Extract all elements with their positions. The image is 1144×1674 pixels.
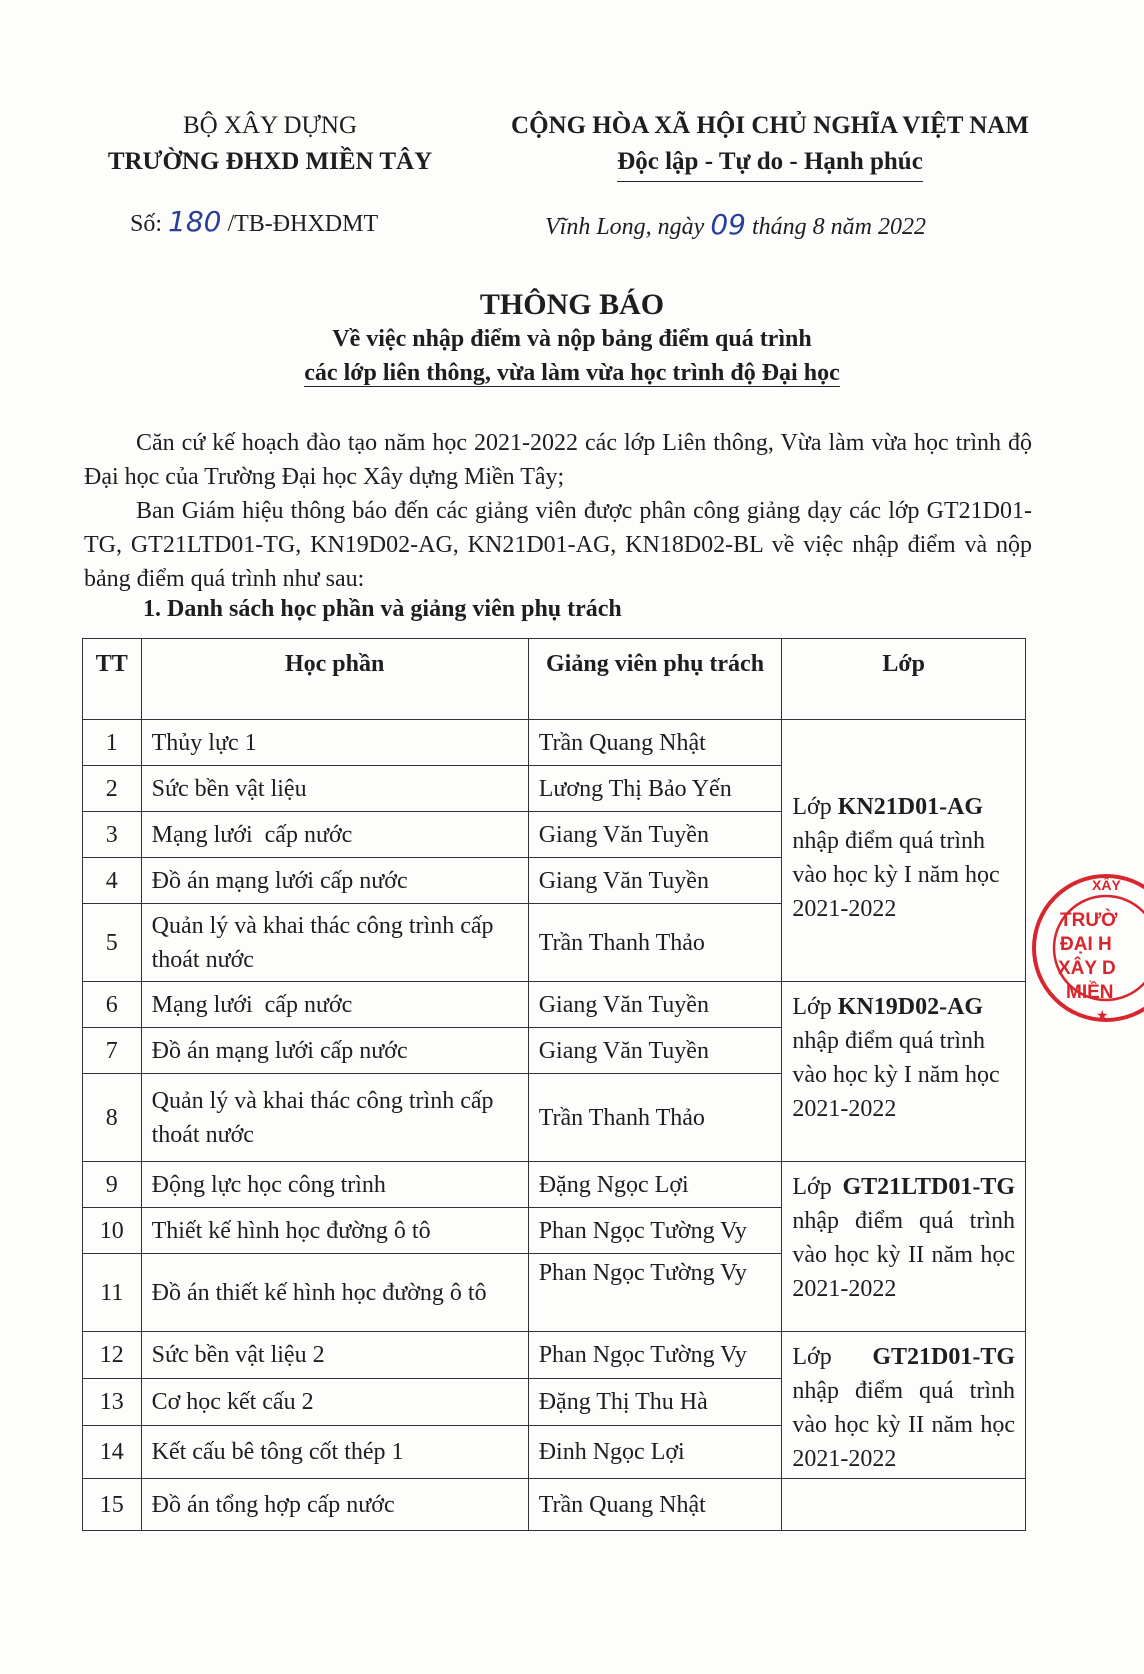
row-tt: 13	[83, 1378, 142, 1425]
row-lecturer: Giang Văn Tuyền	[528, 858, 782, 904]
issuer-block	[80, 108, 460, 180]
header-class: Lớp	[782, 639, 1026, 720]
class-group-cell	[782, 1332, 1026, 1479]
row-course: Quản lý và khai thác công trình cấp thoát nước	[141, 904, 528, 982]
row-course: Thủy lực 1	[141, 720, 528, 766]
ministry-name: BỘ XÂY DỰNG	[182, 112, 358, 139]
row-course: Sức bền vật liệu 2	[141, 1332, 528, 1379]
row-lecturer: Trần Thanh Thảo	[528, 904, 782, 982]
row-lecturer: Đặng Thị Thu Hà	[528, 1378, 782, 1425]
row-course: Thiết kế hình học đường ô tô	[141, 1208, 528, 1254]
date-prefix: Vĩnh Long, ngày	[545, 214, 705, 240]
notice-title: THÔNG BÁO	[479, 288, 665, 321]
row-course: Quản lý và khai thác công trình cấp thoát nước	[141, 1074, 528, 1162]
row-tt: 9	[83, 1162, 142, 1208]
row-tt: 11	[83, 1254, 142, 1332]
course-table	[82, 638, 1026, 1531]
class-note: nhập điểm quá trình vào học kỳ II năm học 2021-2022	[792, 1378, 1015, 1472]
doc-no-prefix: Số:	[130, 211, 163, 237]
row-tt: 7	[83, 1028, 142, 1074]
notice-subject-line-2-text: các lớp liên thông, vừa làm vừa học trình độ Đại học	[304, 360, 840, 386]
national-motto: Độc lập - Tự do - Hạnh phúc	[617, 144, 923, 182]
class-note: nhập điểm quá trình vào học kỳ I năm học 2021-2022	[792, 1028, 1000, 1122]
row-lecturer: Trần Quang Nhật	[528, 720, 782, 766]
row-lecturer: Giang Văn Tuyền	[528, 982, 782, 1028]
official-seal	[1030, 872, 1144, 1024]
row-tt: 5	[83, 904, 142, 982]
school-name: TRƯỜNG ĐHXD MIỀN TÂY	[107, 148, 433, 175]
row-tt: 4	[83, 858, 142, 904]
document-number	[130, 205, 378, 238]
class-code: KN19D02-AG	[837, 994, 984, 1020]
row-tt: 2	[83, 766, 142, 812]
table-row	[83, 1332, 1026, 1379]
row-tt: 14	[83, 1425, 142, 1478]
doc-no-suffix: /TB-ĐHXDMT	[227, 211, 379, 237]
class-group-cell	[782, 720, 1026, 982]
header-course: Học phần	[141, 639, 528, 720]
row-tt: 10	[83, 1208, 142, 1254]
row-course: Động lực học công trình	[141, 1162, 528, 1208]
seal-text-top: XÂY	[1092, 877, 1121, 893]
class-empty-cell	[782, 1479, 1026, 1531]
class-prefix: Lớp	[792, 794, 838, 820]
row-lecturer: Trần Quang Nhật	[528, 1479, 782, 1531]
class-prefix: Lớp	[792, 1344, 873, 1370]
row-tt: 8	[83, 1074, 142, 1162]
date-suffix: tháng 8 năm 2022	[751, 214, 926, 240]
class-note: nhập điểm quá trình vào học kỳ II năm học 2021-2022	[792, 1208, 1015, 1302]
section-1-title: 1. Danh sách học phần và giảng viên phụ trách	[143, 596, 622, 622]
row-course: Đồ án thiết kế hình học đường ô tô	[141, 1254, 528, 1332]
doc-no-handwritten: 180	[168, 205, 222, 238]
date-day-handwritten: 09	[710, 208, 746, 241]
seal-text-1: TRƯỜ	[1060, 910, 1118, 931]
class-group-cell	[782, 982, 1026, 1162]
table-header-row	[83, 639, 1026, 720]
row-course: Đồ án mạng lưới cấp nước	[141, 1028, 528, 1074]
row-course: Mạng lưới cấp nước	[141, 982, 528, 1028]
row-tt: 1	[83, 720, 142, 766]
row-tt: 6	[83, 982, 142, 1028]
seal-star-icon: ★	[1096, 1008, 1109, 1024]
row-course: Cơ học kết cấu 2	[141, 1378, 528, 1425]
class-code: GT21D01-TG	[872, 1344, 1015, 1370]
national-header	[470, 108, 1070, 182]
table-row	[83, 1162, 1026, 1208]
row-lecturer: Đặng Ngọc Lợi	[528, 1162, 782, 1208]
paragraph-basis: Căn cứ kế hoạch đào tạo năm học 2021-2022 các lớp Liên thông, Vừa làm vừa học trình độ Đại học của Trường Đại học Xây dựng Miền Tây;	[84, 430, 1032, 490]
row-tt: 12	[83, 1332, 142, 1379]
seal-text-3: XÂY D	[1058, 958, 1116, 979]
paragraph-announcement: Ban Giám hiệu thông báo đến các giảng viên được phân công giảng dạy các lớp GT21D01-TG, GT21LTD01-TG, KN19D02-AG, KN21D01-AG, KN18D02-BL về việc nhập điểm và nộp bảng điểm quá trình như sau:	[84, 498, 1032, 592]
class-prefix: Lớp	[792, 994, 838, 1020]
row-tt: 15	[83, 1479, 142, 1531]
table-row	[83, 982, 1026, 1028]
country-name: CỘNG HÒA XÃ HỘI CHỦ NGHĨA VIỆT NAM	[511, 112, 1029, 139]
notice-subject-line-1: Về việc nhập điểm và nộp bảng điểm quá trình	[332, 326, 812, 352]
row-lecturer: Lương Thị Bảo Yến	[528, 766, 782, 812]
class-note: nhập điểm quá trình vào học kỳ I năm học 2021-2022	[792, 828, 1000, 922]
class-code: KN21D01-AG	[837, 794, 984, 820]
seal-text-4: MIỀN	[1066, 982, 1114, 1003]
row-lecturer: Giang Văn Tuyền	[528, 812, 782, 858]
row-course: Sức bền vật liệu	[141, 766, 528, 812]
row-course: Kết cấu bê tông cốt thép 1	[141, 1425, 528, 1478]
row-tt: 3	[83, 812, 142, 858]
row-lecturer: Phan Ngọc Tường Vy	[528, 1332, 782, 1379]
row-course: Đồ án tổng hợp cấp nước	[141, 1479, 528, 1531]
row-lecturer: Đinh Ngọc Lợi	[528, 1425, 782, 1478]
table-row	[83, 720, 1026, 766]
row-course: Đồ án mạng lưới cấp nước	[141, 858, 528, 904]
row-lecturer: Giang Văn Tuyền	[528, 1028, 782, 1074]
row-lecturer: Phan Ngọc Tường Vy	[528, 1254, 782, 1332]
document-date	[545, 208, 926, 241]
row-lecturer: Trần Thanh Thảo	[528, 1074, 782, 1162]
class-group-cell	[782, 1162, 1026, 1332]
class-prefix: Lớp	[792, 1174, 843, 1200]
header-tt: TT	[83, 639, 142, 720]
header-lecturer: Giảng viên phụ trách	[528, 639, 782, 720]
seal-text-2: ĐẠI H	[1060, 934, 1112, 955]
row-course: Mạng lưới cấp nước	[141, 812, 528, 858]
table-row	[83, 1479, 1026, 1531]
row-lecturer: Phan Ngọc Tường Vy	[528, 1208, 782, 1254]
class-code: GT21LTD01-TG	[842, 1174, 1015, 1200]
notice-subject-line-2	[0, 360, 1144, 387]
